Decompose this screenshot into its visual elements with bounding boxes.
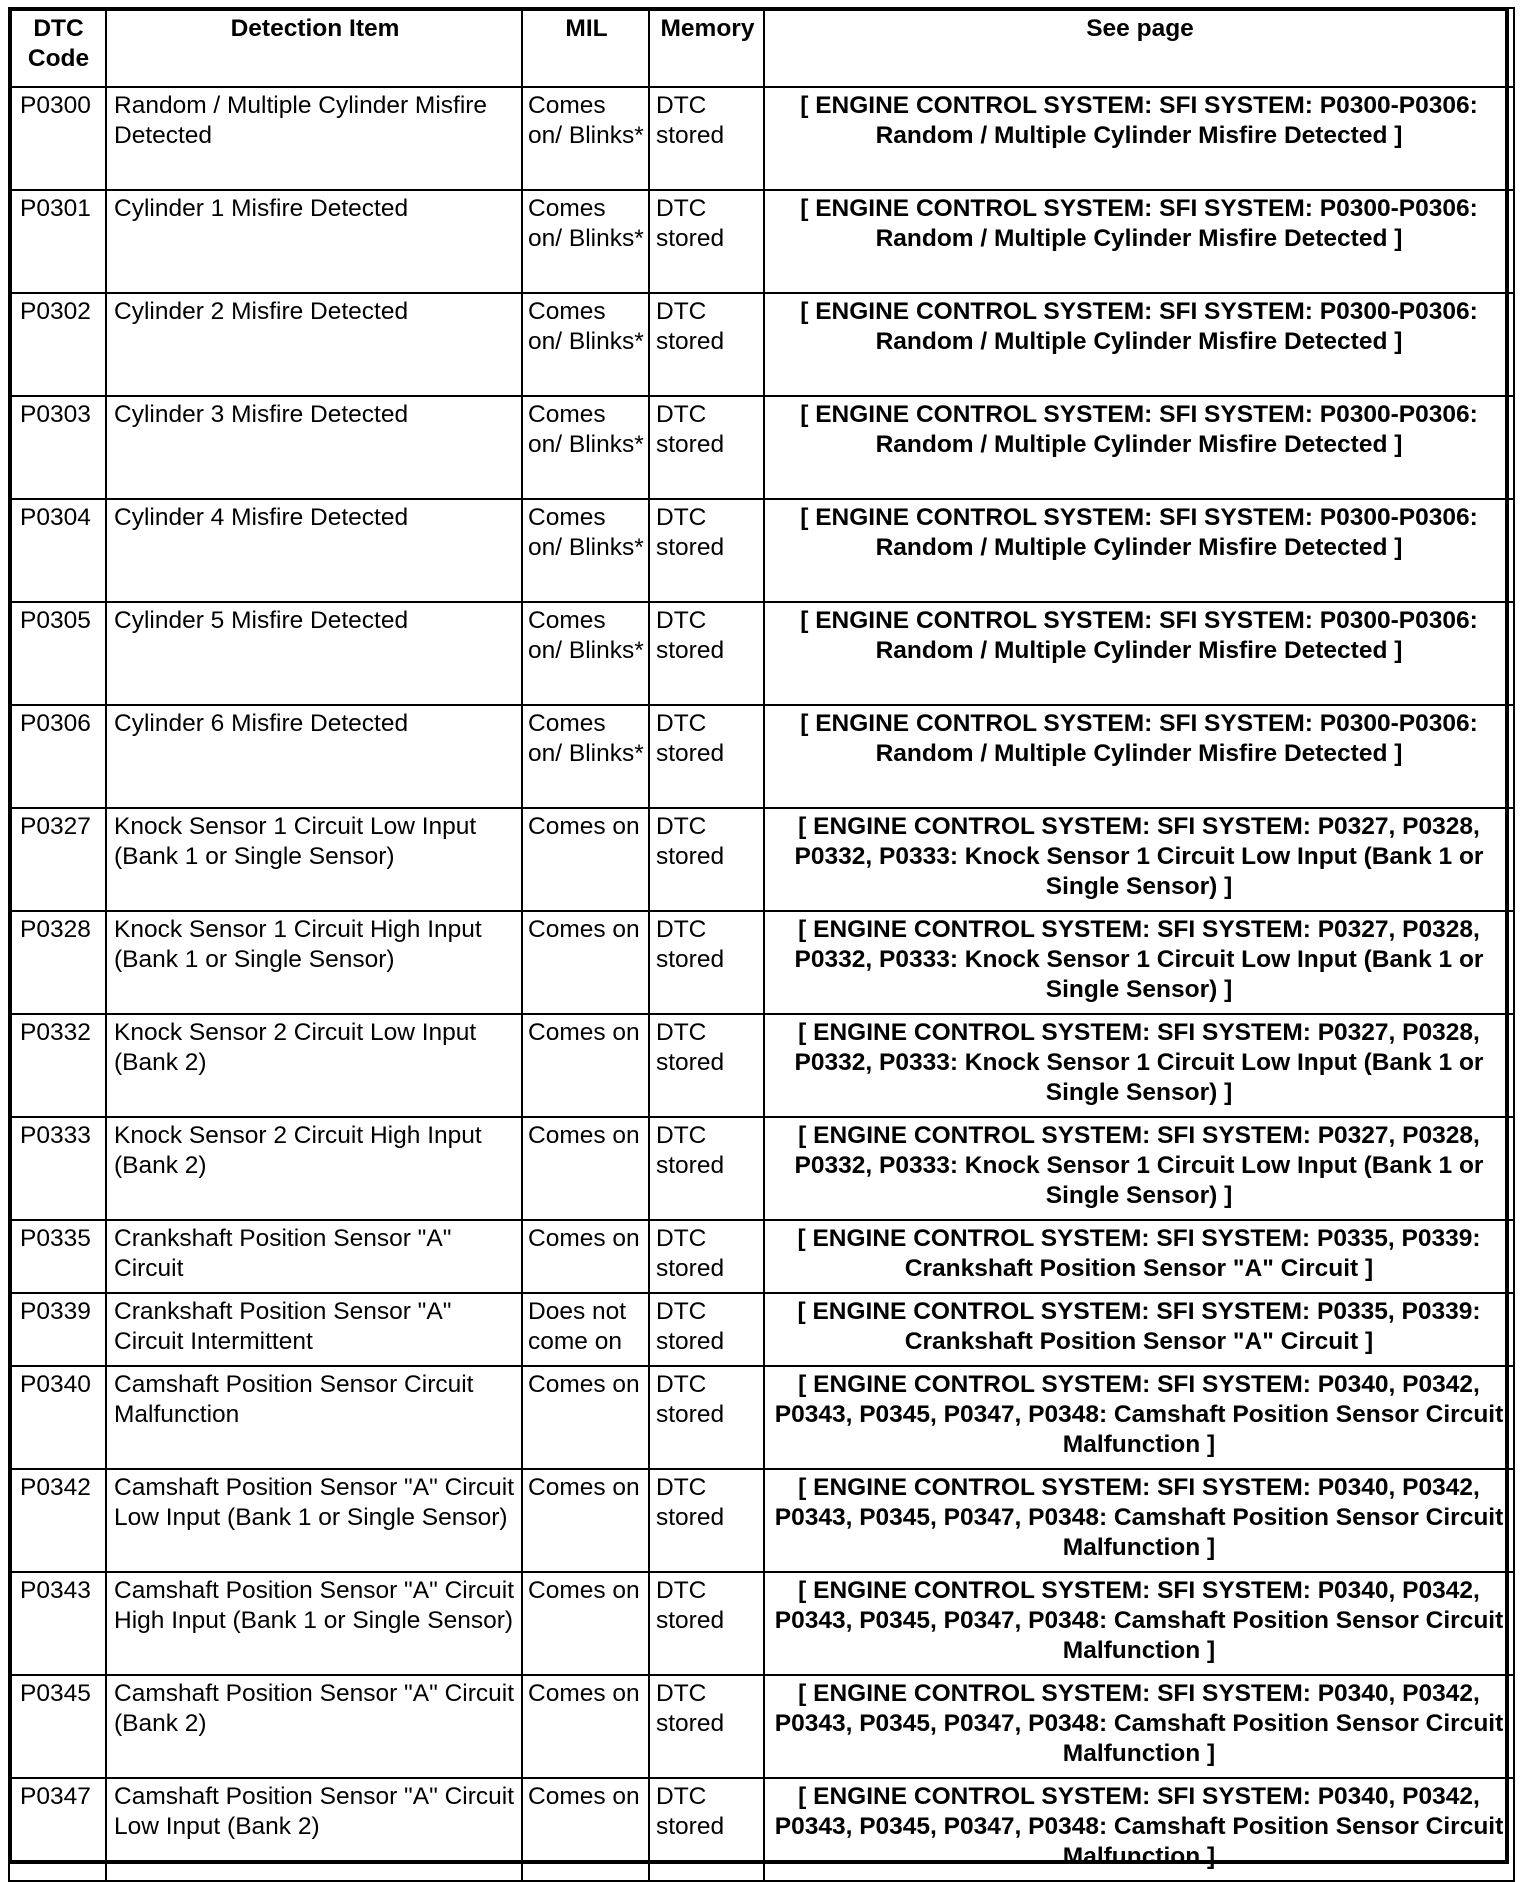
dtc-code-cell: P0327 — [9, 808, 106, 911]
memory-cell: DTC stored — [649, 87, 764, 190]
memory-cell: DTC stored — [649, 1572, 764, 1675]
memory-cell: DTC stored — [649, 1469, 764, 1572]
header-dtc-code: DTC Code — [9, 8, 106, 87]
dtc-code-cell: P0343 — [9, 1572, 106, 1675]
dtc-code-cell: P0347 — [9, 1778, 106, 1881]
mil-cell: Comes on — [522, 911, 649, 1014]
table-row — [9, 1014, 1514, 1117]
memory-cell: DTC stored — [649, 1014, 764, 1117]
dtc-code-cell: P0339 — [9, 1293, 106, 1366]
table-row — [9, 1220, 1514, 1293]
mil-cell: Comes on/ Blinks* — [522, 190, 649, 293]
header-detection-item: Detection Item — [106, 8, 522, 87]
table-row — [9, 87, 1514, 190]
detection-item-cell: Cylinder 1 Misfire Detected — [106, 190, 522, 293]
memory-cell: DTC stored — [649, 396, 764, 499]
mil-cell: Comes on — [522, 1572, 649, 1675]
memory-cell: DTC stored — [649, 808, 764, 911]
table-row — [9, 602, 1514, 705]
table-row — [9, 1293, 1514, 1366]
table-row — [9, 396, 1514, 499]
mil-cell: Comes on — [522, 1366, 649, 1469]
see-page-link[interactable]: [ ENGINE CONTROL SYSTEM: SFI SYSTEM: P0300-P0306: Random / Multiple Cylinder Misfire Detected ] — [764, 87, 1514, 190]
detection-item-cell: Knock Sensor 1 Circuit High Input (Bank 1 or Single Sensor) — [106, 911, 522, 1014]
detection-item-cell: Crankshaft Position Sensor "A" Circuit — [106, 1220, 522, 1293]
memory-cell: DTC stored — [649, 1366, 764, 1469]
detection-item-cell: Cylinder 5 Misfire Detected — [106, 602, 522, 705]
see-page-link[interactable]: [ ENGINE CONTROL SYSTEM: SFI SYSTEM: P0327, P0328, P0332, P0333: Knock Sensor 1 Circuit Low Input (Bank 1 or Single Sensor) ] — [764, 1117, 1514, 1220]
memory-cell: DTC stored — [649, 602, 764, 705]
see-page-link[interactable]: [ ENGINE CONTROL SYSTEM: SFI SYSTEM: P0327, P0328, P0332, P0333: Knock Sensor 1 Circuit Low Input (Bank 1 or Single Sensor) ] — [764, 808, 1514, 911]
memory-cell: DTC stored — [649, 1778, 764, 1881]
mil-cell: Comes on/ Blinks* — [522, 705, 649, 808]
mil-cell: Comes on — [522, 1117, 649, 1220]
table-row — [9, 293, 1514, 396]
mil-cell: Comes on — [522, 1675, 649, 1778]
dtc-code-cell: P0340 — [9, 1366, 106, 1469]
table-row — [9, 705, 1514, 808]
see-page-link[interactable]: [ ENGINE CONTROL SYSTEM: SFI SYSTEM: P0340, P0342, P0343, P0345, P0347, P0348: Camshaft Position Sensor Circuit Malfunction ] — [764, 1675, 1514, 1778]
detection-item-cell: Cylinder 2 Misfire Detected — [106, 293, 522, 396]
mil-cell: Comes on/ Blinks* — [522, 602, 649, 705]
table-row — [9, 911, 1514, 1014]
mil-cell: Comes on/ Blinks* — [522, 396, 649, 499]
detection-item-cell: Camshaft Position Sensor "A" Circuit (Bank 2) — [106, 1675, 522, 1778]
dtc-code-cell: P0303 — [9, 396, 106, 499]
dtc-code-cell: P0306 — [9, 705, 106, 808]
dtc-code-cell: P0335 — [9, 1220, 106, 1293]
dtc-code-cell: P0304 — [9, 499, 106, 602]
memory-cell: DTC stored — [649, 1293, 764, 1366]
see-page-link[interactable]: [ ENGINE CONTROL SYSTEM: SFI SYSTEM: P0327, P0328, P0332, P0333: Knock Sensor 1 Circuit Low Input (Bank 1 or Single Sensor) ] — [764, 911, 1514, 1014]
mil-cell: Comes on — [522, 1469, 649, 1572]
table-row — [9, 499, 1514, 602]
dtc-code-cell: P0345 — [9, 1675, 106, 1778]
table-row — [9, 1572, 1514, 1675]
see-page-link[interactable]: [ ENGINE CONTROL SYSTEM: SFI SYSTEM: P0327, P0328, P0332, P0333: Knock Sensor 1 Circuit Low Input (Bank 1 or Single Sensor) ] — [764, 1014, 1514, 1117]
memory-cell: DTC stored — [649, 499, 764, 602]
detection-item-cell: Camshaft Position Sensor Circuit Malfunction — [106, 1366, 522, 1469]
see-page-link[interactable]: [ ENGINE CONTROL SYSTEM: SFI SYSTEM: P0300-P0306: Random / Multiple Cylinder Misfire Detected ] — [764, 293, 1514, 396]
table-row — [9, 808, 1514, 911]
see-page-link[interactable]: [ ENGINE CONTROL SYSTEM: SFI SYSTEM: P0300-P0306: Random / Multiple Cylinder Misfire Detected ] — [764, 705, 1514, 808]
memory-cell: DTC stored — [649, 1675, 764, 1778]
mil-cell: Comes on — [522, 1778, 649, 1881]
detection-item-cell: Cylinder 3 Misfire Detected — [106, 396, 522, 499]
detection-item-cell: Random / Multiple Cylinder Misfire Detected — [106, 87, 522, 190]
dtc-table — [8, 7, 1515, 1882]
dtc-code-cell: P0301 — [9, 190, 106, 293]
table-header-row — [9, 8, 1514, 87]
dtc-code-cell: P0333 — [9, 1117, 106, 1220]
header-see-page: See page — [764, 8, 1514, 87]
memory-cell: DTC stored — [649, 705, 764, 808]
mil-cell: Comes on/ Blinks* — [522, 293, 649, 396]
see-page-link[interactable]: [ ENGINE CONTROL SYSTEM: SFI SYSTEM: P0340, P0342, P0343, P0345, P0347, P0348: Camshaft Position Sensor Circuit Malfunction ] — [764, 1469, 1514, 1572]
see-page-link[interactable]: [ ENGINE CONTROL SYSTEM: SFI SYSTEM: P0335, P0339: Crankshaft Position Sensor "A" Circuit ] — [764, 1293, 1514, 1366]
mil-cell: Does not come on — [522, 1293, 649, 1366]
mil-cell: Comes on — [522, 1220, 649, 1293]
mil-cell: Comes on/ Blinks* — [522, 499, 649, 602]
memory-cell: DTC stored — [649, 293, 764, 396]
memory-cell: DTC stored — [649, 190, 764, 293]
see-page-link[interactable]: [ ENGINE CONTROL SYSTEM: SFI SYSTEM: P0340, P0342, P0343, P0345, P0347, P0348: Camshaft Position Sensor Circuit Malfunction ] — [764, 1778, 1514, 1881]
dtc-code-cell: P0328 — [9, 911, 106, 1014]
mil-cell: Comes on — [522, 1014, 649, 1117]
memory-cell: DTC stored — [649, 1117, 764, 1220]
dtc-code-cell: P0332 — [9, 1014, 106, 1117]
header-mil: MIL — [522, 8, 649, 87]
detection-item-cell: Camshaft Position Sensor "A" Circuit Low Input (Bank 2) — [106, 1778, 522, 1881]
memory-cell: DTC stored — [649, 911, 764, 1014]
dtc-code-cell: P0342 — [9, 1469, 106, 1572]
see-page-link[interactable]: [ ENGINE CONTROL SYSTEM: SFI SYSTEM: P0335, P0339: Crankshaft Position Sensor "A" Circuit ] — [764, 1220, 1514, 1293]
header-memory: Memory — [649, 8, 764, 87]
table-row — [9, 1117, 1514, 1220]
table-row — [9, 1675, 1514, 1778]
dtc-code-cell: P0305 — [9, 602, 106, 705]
dtc-code-cell: P0302 — [9, 293, 106, 396]
see-page-link[interactable]: [ ENGINE CONTROL SYSTEM: SFI SYSTEM: P0300-P0306: Random / Multiple Cylinder Misfire Detected ] — [764, 396, 1514, 499]
mil-cell: Comes on — [522, 808, 649, 911]
detection-item-cell: Cylinder 4 Misfire Detected — [106, 499, 522, 602]
table-row — [9, 1469, 1514, 1572]
dtc-code-cell: P0300 — [9, 87, 106, 190]
table-row — [9, 1366, 1514, 1469]
see-page-link[interactable]: [ ENGINE CONTROL SYSTEM: SFI SYSTEM: P0300-P0306: Random / Multiple Cylinder Misfire Detected ] — [764, 190, 1514, 293]
see-page-link[interactable]: [ ENGINE CONTROL SYSTEM: SFI SYSTEM: P0340, P0342, P0343, P0345, P0347, P0348: Camshaft Position Sensor Circuit Malfunction ] — [764, 1366, 1514, 1469]
see-page-link[interactable]: [ ENGINE CONTROL SYSTEM: SFI SYSTEM: P0300-P0306: Random / Multiple Cylinder Misfire Detected ] — [764, 499, 1514, 602]
detection-item-cell: Camshaft Position Sensor "A" Circuit High Input (Bank 1 or Single Sensor) — [106, 1572, 522, 1675]
table-row — [9, 190, 1514, 293]
see-page-link[interactable]: [ ENGINE CONTROL SYSTEM: SFI SYSTEM: P0300-P0306: Random / Multiple Cylinder Misfire Detected ] — [764, 602, 1514, 705]
detection-item-cell: Crankshaft Position Sensor "A" Circuit Intermittent — [106, 1293, 522, 1366]
mil-cell: Comes on/ Blinks* — [522, 87, 649, 190]
detection-item-cell: Knock Sensor 2 Circuit Low Input (Bank 2) — [106, 1014, 522, 1117]
see-page-link[interactable]: [ ENGINE CONTROL SYSTEM: SFI SYSTEM: P0340, P0342, P0343, P0345, P0347, P0348: Camshaft Position Sensor Circuit Malfunction ] — [764, 1572, 1514, 1675]
table-row — [9, 1778, 1514, 1881]
detection-item-cell: Cylinder 6 Misfire Detected — [106, 705, 522, 808]
detection-item-cell: Knock Sensor 2 Circuit High Input (Bank 2) — [106, 1117, 522, 1220]
detection-item-cell: Camshaft Position Sensor "A" Circuit Low Input (Bank 1 or Single Sensor) — [106, 1469, 522, 1572]
detection-item-cell: Knock Sensor 1 Circuit Low Input (Bank 1 or Single Sensor) — [106, 808, 522, 911]
memory-cell: DTC stored — [649, 1220, 764, 1293]
